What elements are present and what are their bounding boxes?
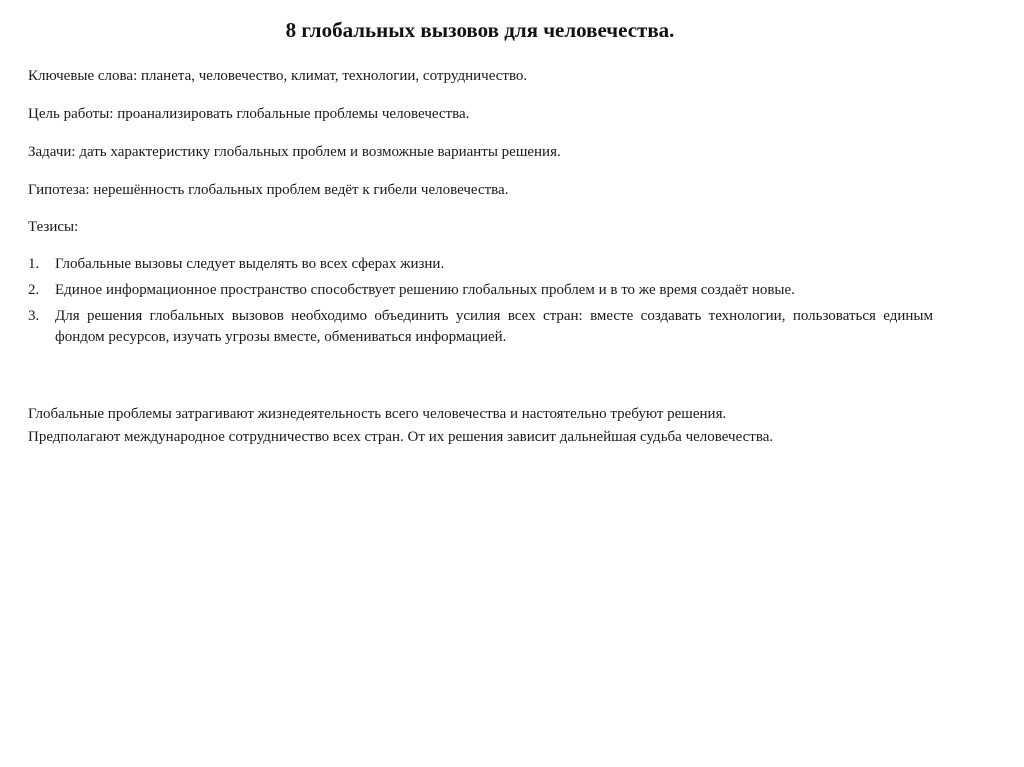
tasks-line: Задачи: дать характеристику глобальных проблем и возможные варианты решения.	[28, 144, 561, 160]
closing-line-2: Предполагают международное сотрудничество всех стран. От их решения зависит дальнейшая судьба человечества.	[28, 429, 774, 445]
keywords-line: Ключевые слова: планета, человечество, климат, технологии, сотрудничество.	[28, 68, 528, 84]
theses-list	[28, 254, 933, 353]
goal-line: Цель работы: проанализировать глобальные проблемы человечества.	[28, 106, 470, 122]
closing-paragraph	[28, 403, 773, 449]
theses-heading: Тезисы:	[28, 219, 79, 235]
list-item-number: 3.	[28, 308, 40, 324]
list-item-text: Глобальные вызовы следует выделять во всех сферах жизни.	[55, 256, 445, 272]
closing-line-1: Глобальные проблемы затрагивают жизнедеятельность всего человечества и настоятельно требуют решения.	[28, 406, 727, 422]
hypothesis-line: Гипотеза: нерешённость глобальных проблем ведёт к гибели человечества.	[28, 182, 509, 198]
list-item-number: 2.	[28, 282, 40, 298]
list-item-number: 1.	[28, 256, 40, 272]
list-item-text: Для решения глобальных вызовов необходимо объединить усилия всех стран: вместе создавать технологии, пользоваться единым фондом ресурсов, изучать угрозы вместе, обмениваться информацией.	[55, 308, 933, 345]
document-title: 8 глобальных вызовов для человечества.	[285, 18, 675, 42]
list-item-text: Единое информационное пространство способствует решению глобальных проблем и в то же время создаёт новые.	[55, 282, 795, 298]
list-item	[28, 280, 933, 301]
list-item	[28, 254, 933, 275]
list-item	[28, 306, 933, 348]
